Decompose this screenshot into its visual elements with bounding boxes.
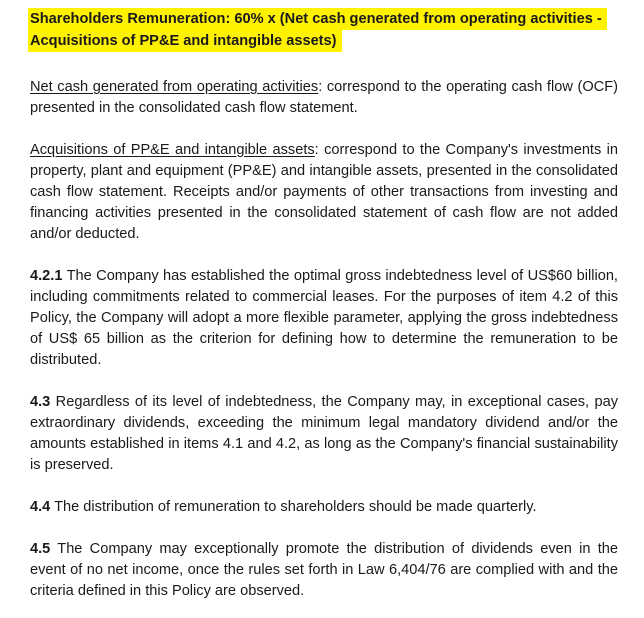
definition-text-ocf: : correspond to the operating cash flow (OCF) presented in the consolidated cash flow statement. bbox=[30, 79, 618, 116]
item-number: 4.4 bbox=[30, 499, 51, 515]
item-number: 4.2.1 bbox=[30, 268, 63, 284]
item-number: 4.5 bbox=[30, 541, 51, 557]
definition-ocf bbox=[30, 77, 618, 119]
policy-text bbox=[30, 8, 618, 602]
item-text: The Company may exceptionally promote the distribution of dividends even in the event of no net income, once the rules set forth in Law 6,404/76 are complied with and the criteria defined in this Policy are observed. bbox=[30, 541, 618, 599]
item-4-3 bbox=[30, 392, 618, 476]
definition-acquisitions bbox=[30, 140, 618, 245]
formula-heading bbox=[30, 8, 618, 52]
item-4-2-1 bbox=[30, 266, 618, 371]
item-text: Regardless of its level of indebtedness, the Company may, in exceptional cases, pay extraordinary dividends, exceeding the minimum legal mandatory dividend and/or the amounts established in items 4.1 and 4.2, as long as the Company's financial sustainability is preserved. bbox=[30, 394, 618, 473]
item-number: 4.3 bbox=[30, 394, 51, 410]
heading-highlight-line-1: Shareholders Remuneration: 60% x (Net cash generated from operating activities - bbox=[29, 9, 606, 29]
definition-text-acquisitions: : correspond to the Company's investments in property, plant and equipment (PP&E) and intangible assets, presented in the consolidated cash flow statement. Receipts and/or payments of other transactions from investing and financing activities presented in the consolidated statement of cash flow are not added and/or deducted. bbox=[30, 142, 618, 242]
item-text: The distribution of remuneration to shareholders should be made quarterly. bbox=[50, 499, 537, 515]
definition-term-acquisitions: Acquisitions of PP&E and intangible assets bbox=[30, 142, 315, 158]
item-text: The Company has established the optimal gross indebtedness level of US$60 billion, including commitments related to commercial leases. For the purposes of item 4.2 of this Policy, the Company will adopt a more flexible parameter, applying the gross indebtedness of US$ 65 billion as the criterion for defining how to determine the remuneration to be distributed. bbox=[30, 268, 618, 368]
item-4-4 bbox=[30, 497, 618, 518]
definition-term-ocf: Net cash generated from operating activities bbox=[30, 79, 319, 95]
item-4-5 bbox=[30, 539, 618, 602]
heading-highlight-line-2: Acquisitions of PP&E and intangible assets) bbox=[29, 31, 341, 51]
